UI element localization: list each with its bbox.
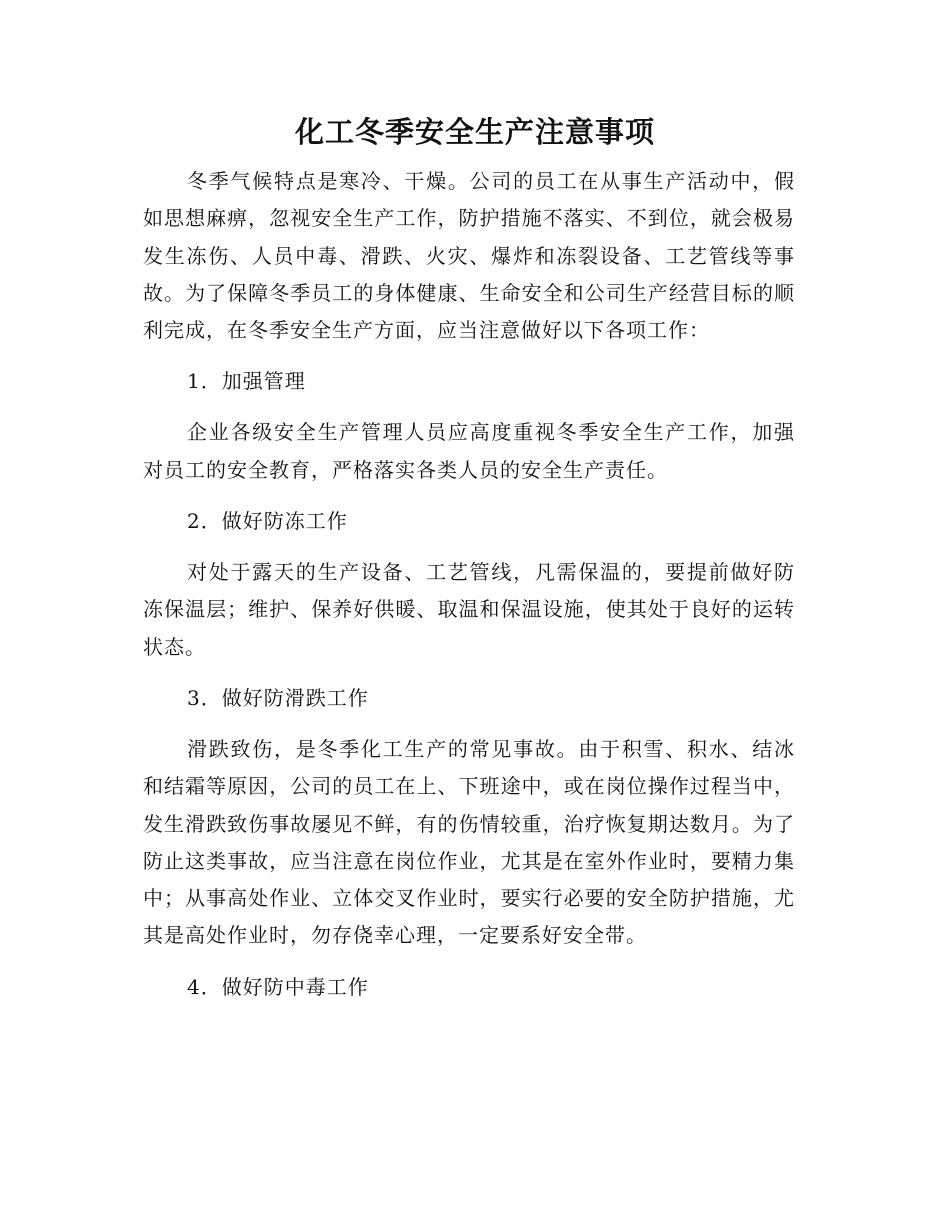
document-title: 化工冬季安全生产注意事项 [294,115,655,149]
section-body-2: 对处于露天的生产设备、工艺管线，凡需保温的，要提前做好防冻保温层；维护、保养好供暖、取温和保温设施，使其处于良好的运转状态。 [143,560,795,659]
section-heading-2: 2．做好防冻工作 [187,509,348,534]
section-body-3: 滑跌致伤，是冬季化工生产的常见事故。由于积雪、积水、结冰和结霜等原因，公司的员工在上、下班途中，或在岗位操作过程当中，发生滑跌致伤事故屡见不鲜，有的伤情较重，治疗恢复期达数月。为了防止这类事故，应当注意在岗位作业，尤其是在室外作业时，要精力集中；从事高处作业、立体交叉作业时，要实行必要的安全防护措施，尤其是高处作业时，勿存侥幸心理，一定要系好安全带。 [143,736,795,948]
section-heading-1: 1．加强管理 [187,369,306,394]
section-heading-3: 3．做好防滑跌工作 [187,685,369,710]
intro-paragraph: 冬季气候特点是寒冷、干燥。公司的员工在从事生产活动中，假如思想麻痹，忽视安全生产工作，防护措施不落实、不到位，就会极易发生冻伤、人员中毒、滑跌、火灾、爆炸和冻裂设备、工艺管线等事故。为了保障冬季员工的身体健康、生命安全和公司生产经营目标的顺利完成，在冬季安全生产方面，应当注意做好以下各项工作： [143,169,795,343]
section-heading-4: 4．做好防中毒工作 [187,974,369,999]
section-body-1: 企业各级安全生产管理人员应高度重视冬季安全生产工作，加强对员工的安全教育，严格落实各类人员的安全生产责任。 [143,420,795,482]
document-body [143,163,795,1006]
